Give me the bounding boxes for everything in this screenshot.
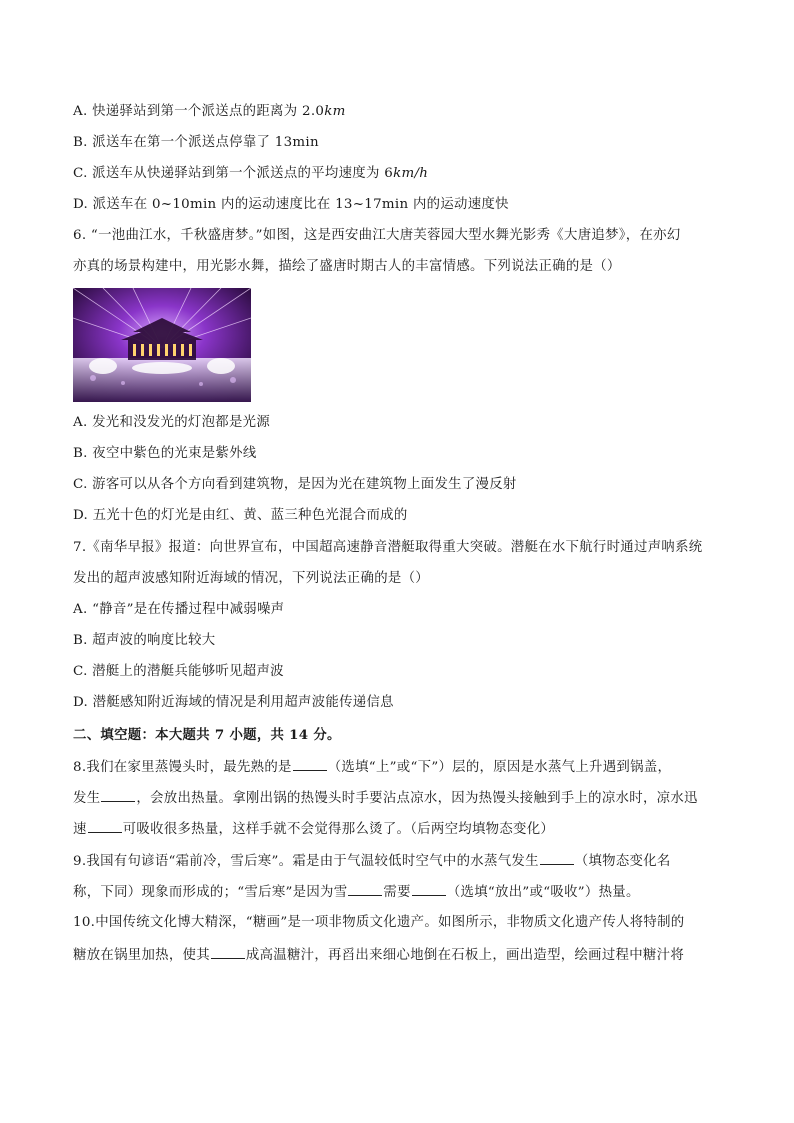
- q10-line2: 糖放在锅里加热，使其 成高温糖汁，再舀出来细心地倒在石板上，画出造型，绘画过程中糖汁将: [73, 945, 684, 965]
- q7-option-c: C. 潜艇上的潜艇兵能够听见超声波: [73, 664, 284, 679]
- q10-line1: 10.中国传统文化博大精深，“糖画”是一项非物质文化遗产。如图所示，非物质文化遗产传人将特制的: [73, 915, 685, 930]
- answer-blank[interactable]: [88, 819, 122, 833]
- q6-option-a: A. 发光和没发光的灯泡都是光源: [73, 415, 271, 430]
- answer-blank[interactable]: [348, 882, 382, 896]
- q9-line1: 9.我国有句谚语“霜前冷，雪后寒”。霜是由于气温较低时空气中的水蒸气发生 （填物态变化名: [73, 851, 671, 871]
- section-heading-fill-in: 二、填空题：本大题共 7 小题，共 14 分。: [73, 727, 341, 743]
- answer-blank[interactable]: [412, 882, 446, 896]
- q6-option-c: C. 游客可以从各个方向看到建筑物，是因为光在建筑物上面发生了漫反射: [73, 477, 517, 492]
- q5-option-d: D. 派送车在 0~10min 内的运动速度比在 13~17min 内的运动速度快: [73, 197, 509, 212]
- answer-blank[interactable]: [101, 788, 135, 802]
- light-show-photo: [73, 288, 251, 402]
- q5-option-b: B. 派送车在第一个派送点停靠了 13min: [73, 135, 319, 150]
- answer-blank[interactable]: [293, 757, 327, 771]
- answer-blank[interactable]: [211, 945, 245, 959]
- q6-stem-line2: 亦真的场景构建中，用光影水舞，描绘了盛唐时期古人的丰富情感。下列说法正确的是（）: [73, 259, 621, 274]
- q8-line2: 发生 ，会放出热量。拿刚出锅的热馒头时手要沾点凉水，因为热馒头接触到手上的凉水时，凉水迅: [73, 788, 698, 808]
- answer-blank[interactable]: [540, 851, 574, 865]
- q5-option-c: C. 派送车从快递驿站到第一个派送点的平均速度为 6km/h: [73, 166, 429, 181]
- q7-stem-line1: 7.《南华早报》报道：向世界宣布，中国超高速静音潜艇取得重大突破。潜艇在水下航行时通过声呐系统: [73, 540, 703, 555]
- q9-line2: 称，下同）现象而形成的；“雪后寒”是因为雪 需要 （选填“放出”或“吸收”）热量。: [73, 882, 640, 902]
- q5-option-a: A. 快递驿站到第一个派送点的距离为 2.0km: [73, 104, 346, 119]
- q7-option-d: D. 潜艇感知附近海域的情况是利用超声波能传递信息: [73, 695, 394, 710]
- q7-option-a: A. “静音”是在传播过程中减弱噪声: [73, 602, 285, 617]
- q6-option-d: D. 五光十色的灯光是由红、黄、蓝三种色光混合而成的: [73, 508, 408, 523]
- q7-option-b: B. 超声波的响度比较大: [73, 633, 216, 648]
- q7-stem-line2: 发出的超声波感知附近海域的情况，下列说法正确的是（）: [73, 571, 429, 586]
- q6-option-b: B. 夜空中紫色的光束是紫外线: [73, 446, 257, 461]
- q8-line3: 速 可吸收很多热量，这样手就不会觉得那么烫了。（后两空均填物态变化）: [73, 819, 554, 839]
- q8-line1: 8.我们在家里蒸馒头时，最先熟的是 （选填“上”或“下”）层的，原因是水蒸气上升遇到锅盖，: [73, 757, 671, 777]
- q6-stem-line1: 6. “一池曲江水，千秋盛唐梦。”如图，这是西安曲江大唐芙蓉园大型水舞光影秀《大唐追梦》，在亦幻: [73, 228, 681, 243]
